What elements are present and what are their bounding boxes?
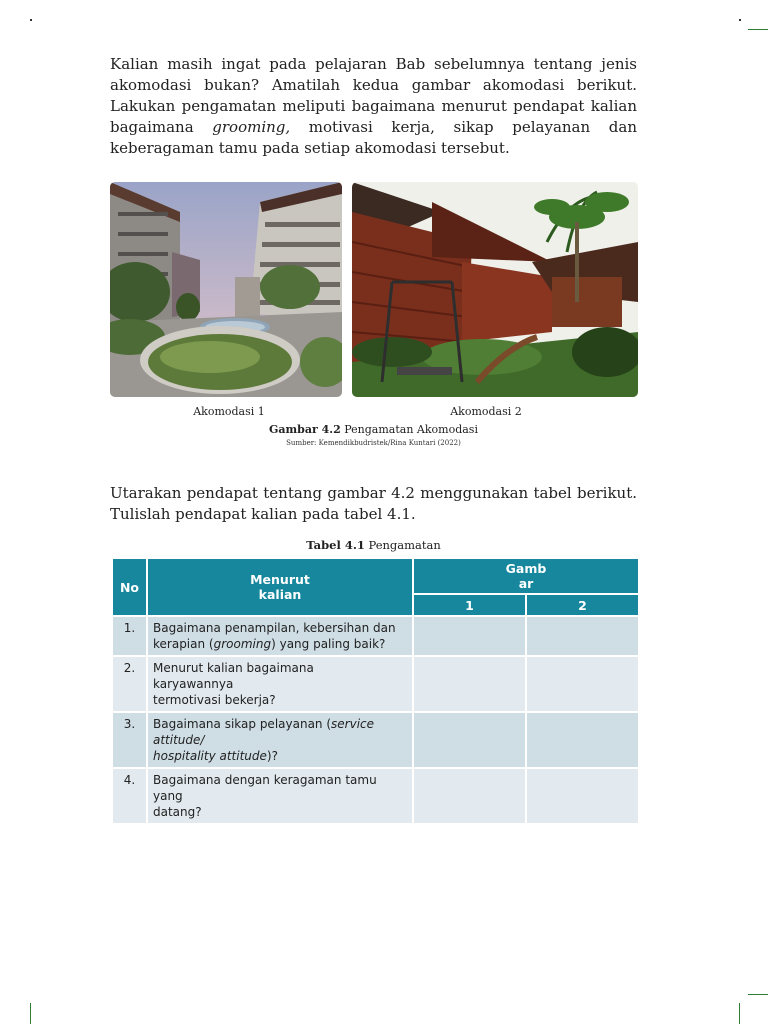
question-line <box>153 660 408 676</box>
question-text: Bagaimana dengan keragaman tamu <box>153 773 377 787</box>
answer-cell-gambar-1[interactable] <box>413 656 526 712</box>
photo-wooden-resort-icon <box>352 182 638 397</box>
photo-akomodasi-2 <box>352 182 638 397</box>
question-line <box>153 772 408 788</box>
table-row <box>112 616 639 656</box>
question-text: Bagaimana penampilan, kebersihan dan <box>153 621 396 635</box>
table-row <box>112 712 639 768</box>
question-text-italic: service <box>331 717 375 731</box>
question-text: Menurut kalian bagaimana <box>153 661 314 675</box>
header-menurut-kalian: Menurut kalian <box>147 558 413 616</box>
question-line <box>153 732 408 748</box>
caption-akomodasi-2: Akomodasi 2 <box>450 405 522 418</box>
question-line <box>153 620 408 636</box>
header-col-2: 2 <box>526 594 639 616</box>
header-no: No <box>112 558 147 616</box>
row-number: 3. <box>112 712 147 768</box>
photo-modern-hotel-courtyard-icon <box>110 182 342 397</box>
registration-dot-right <box>739 19 741 21</box>
instruction-paragraph: Utarakan pendapat tentang gambar 4.2 menggunakan tabel berikut. Tulislah pendapat kalian pada tabel 4.1. <box>110 484 637 523</box>
header-gambar: Gamb ar <box>413 558 639 594</box>
row-number: 4. <box>112 768 147 824</box>
question-text-italic: attitude/ <box>153 733 205 747</box>
crop-mark-bottom-right-h <box>748 994 768 995</box>
question-text: yang <box>153 789 183 803</box>
row-question <box>147 768 413 824</box>
answer-cell-gambar-2[interactable] <box>526 616 639 656</box>
question-text-italic: hospitality attitude <box>153 749 267 763</box>
table-row <box>112 656 639 712</box>
question-line <box>153 716 408 732</box>
answer-cell-gambar-1[interactable] <box>413 768 526 824</box>
question-text: karyawannya <box>153 677 234 691</box>
answer-cell-gambar-2[interactable] <box>526 712 639 768</box>
question-line <box>153 692 408 708</box>
row-number: 1. <box>112 616 147 656</box>
figure-caption: Gambar 4.2 Pengamatan Akomodasi <box>269 423 478 436</box>
row-question <box>147 656 413 712</box>
question-text: Bagaimana sikap pelayanan ( <box>153 717 332 731</box>
question-text: kerapian ( <box>153 637 214 651</box>
intro-paragraph: Kalian masih ingat pada pelajaran Bab sebelumnya tentang jenis akomodasi bukan? Amatilah kedua gambar akomodasi berikut. Lakukan pengamatan meliputi bagaimana menurut pendapat kalian bagaimana grooming, motivasi kerja, sikap pelayanan dan keberagaman tamu pada setiap akomodasi tersebut. <box>110 55 637 157</box>
question-text-italic: grooming <box>213 637 272 651</box>
question-line <box>153 748 408 764</box>
answer-cell-gambar-2[interactable] <box>526 656 639 712</box>
answer-cell-gambar-2[interactable] <box>526 768 639 824</box>
question-line <box>153 804 408 820</box>
row-number: 2. <box>112 656 147 712</box>
crop-mark-bottom-left <box>30 1003 31 1024</box>
row-question <box>147 712 413 768</box>
row-question <box>147 616 413 656</box>
question-text: datang? <box>153 805 202 819</box>
question-line <box>153 676 408 692</box>
question-line <box>153 788 408 804</box>
question-text: )? <box>266 749 278 763</box>
question-line <box>153 636 408 652</box>
crop-mark-top-right <box>748 29 768 30</box>
crop-mark-bottom-right-v <box>739 1003 740 1024</box>
question-text: ) yang paling baik? <box>271 637 386 651</box>
question-text: termotivasi bekerja? <box>153 693 276 707</box>
figure-source: Sumber: Kemendikbudristek/Rina Kuntari (2022) <box>286 439 461 447</box>
caption-akomodasi-1: Akomodasi 1 <box>193 405 265 418</box>
answer-cell-gambar-1[interactable] <box>413 712 526 768</box>
observation-table <box>111 557 640 825</box>
photo-akomodasi-1 <box>110 182 342 397</box>
table-caption: Tabel 4.1 Pengamatan <box>306 538 441 552</box>
header-col-1: 1 <box>413 594 526 616</box>
registration-dot-left <box>30 19 32 21</box>
table-row <box>112 768 639 824</box>
answer-cell-gambar-1[interactable] <box>413 616 526 656</box>
